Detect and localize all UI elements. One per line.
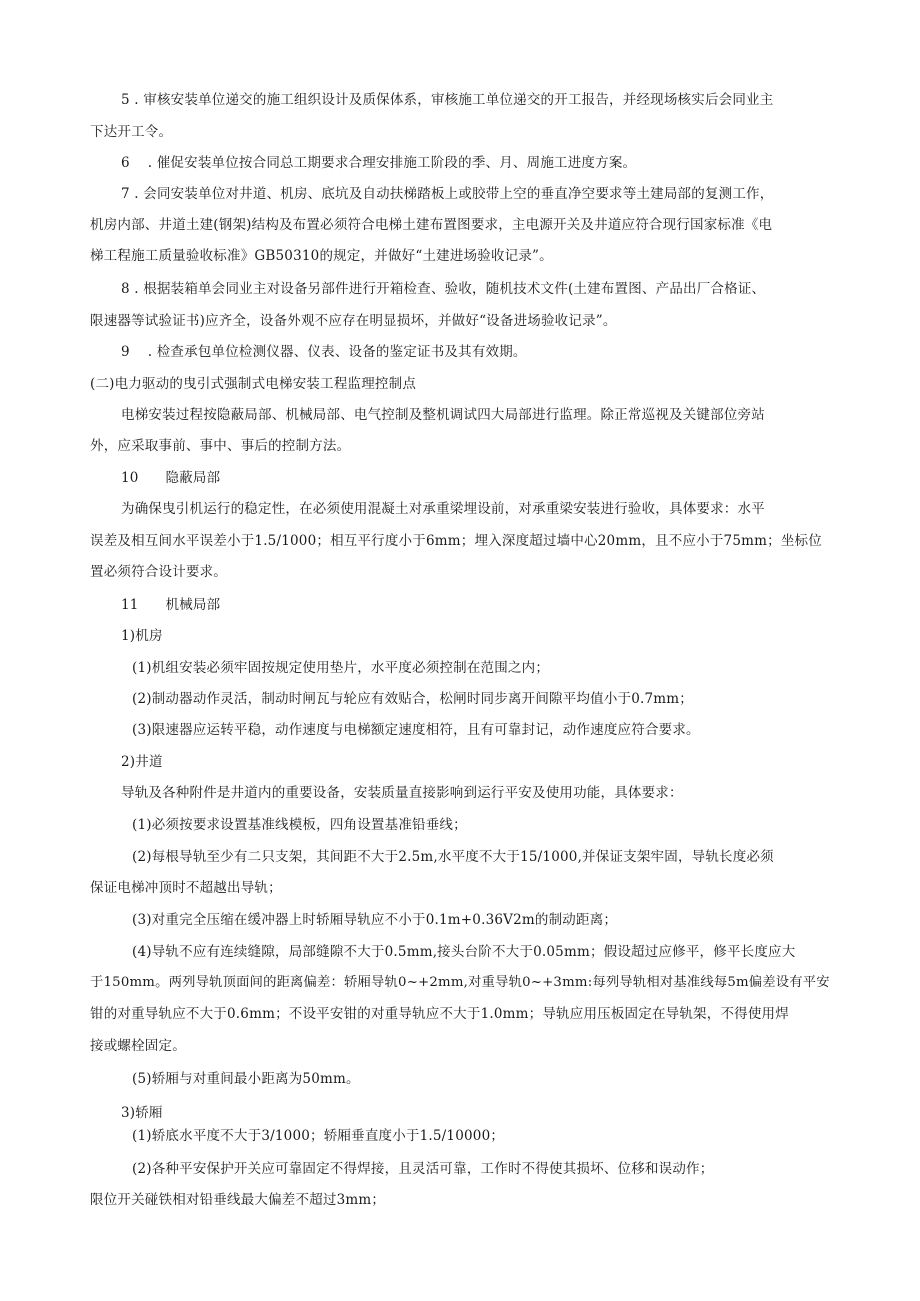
shaft-item-3: (3)对重完全压缩在缓冲器上时轿厢导轨应不小于0.1m+0.36V2m的制动距离；	[132, 912, 618, 928]
paragraph-8-line-2: 限速器等试验证书)应齐全，设备外观不应存在明显损坏，并做好“设备进场验收记录”。	[90, 313, 617, 329]
shaft-intro: 导轨及各种附件是井道内的重要设备，安装质量直接影响到运行平安及使用功能，具体要求：	[121, 785, 683, 801]
paragraph-7-line-1: 7 . 会同安装单位对井道、机房、底坑及自动扶梯踏板上或胶带上空的垂直净空要求等土建局部的复测工作，	[121, 186, 774, 202]
shaft-item-5: (5)轿厢与对重间最小距离为50mm。	[132, 1071, 360, 1087]
machine-room-item-3: (3)限速器应运转平稳，动作速度与电梯额定速度相符，且有可靠封记，动作速度应符合要求。	[132, 722, 700, 738]
heading-10: 10 隐蔽局部	[121, 470, 221, 486]
shaft-item-2-line-1: (2)每根导轨至少有二只支架，其间距不大于2.5m,水平度不大于15/1000,并保证支架牢固，导轨长度必须	[132, 849, 774, 865]
heading-10-line-2: 误差及相互间水平误差小于1.5/1000；相互平行度小于6mm；埋入深度超过墙中心20mm，且不应小于75mm；坐标位	[90, 533, 822, 549]
paragraph-7-line-2: 机房内部、井道土建(钢架)结构及布置必须符合电梯土建布置图要求，主电源开关及井道应符合现行国家标准《电	[90, 217, 773, 233]
paragraph-8-line-1: 8 . 根据装箱单会同业主对设备另部件进行开箱检查、验收，随机技术文件(土建布置图、产品出厂合格证、	[121, 281, 766, 297]
intro-line-2: 外，应采取事前、事中、事后的控制方法。	[90, 438, 351, 454]
paragraph-7-line-3: 梯工程施工质量验收标准》GB50310的规定，并做好“土建进场验收记录”。	[90, 248, 553, 264]
heading-10-line-1: 为确保曳引机运行的稳定性，在必须使用混凝土对承重梁埋设前，对承重梁安装进行验收，具体要求：水平	[121, 501, 765, 517]
car-item-2: (2)各种平安保护开关应可靠固定不得焊接，且灵活可靠，工作时不得使其损坏、位移和误动作；	[132, 1161, 714, 1177]
machine-room-item-1: (1)机组安装必须牢固按规定使用垫片，水平度必须控制在范围之内；	[132, 660, 550, 676]
intro-line-1: 电梯安装过程按隐蔽局部、机械局部、电气控制及整机调试四大局部进行监理。除正常巡视及关键部位旁站	[121, 407, 765, 423]
shaft-item-4-line-1: (4)导轨不应有连续缝隙，局部缝隙不大于0.5mm,接头台阶不大于0.05mm；假设超过应修平，修平长度应大	[132, 944, 796, 960]
shaft-item-2-line-2: 保证电梯冲顶时不超越出导轨；	[90, 880, 282, 896]
shaft-item-4-line-2: 于150mm。两列导轨顶面间的距离偏差：轿厢导轨0~+2mm,对重导轨0~+3mm:每列导轨相对基准线每5m偏差设有平安	[90, 975, 830, 990]
section-2-title: (二)电力驱动的曳引式强制式电梯安装工程监理控制点	[90, 376, 417, 392]
paragraph-5-line-1: 5 . 审核安装单位递交的施工组织设计及质保体系，审核施工单位递交的开工报告，并经现场核实后会同业主	[121, 92, 774, 108]
subsection-car: 3)轿厢	[121, 1105, 163, 1121]
machine-room-item-2: (2)制动器动作灵活，制动时闸瓦与轮应有效贴合，松闸时同步离开间隙平均值小于0.7mm；	[132, 691, 693, 707]
subsection-shaft: 2)井道	[121, 754, 163, 770]
heading-11: 11 机械局部	[121, 597, 221, 613]
car-item-1: (1)轿底水平度不大于3/1000；轿厢垂直度小于1.5/10000；	[132, 1128, 505, 1144]
shaft-item-4-line-4: 接或螺栓固定。	[90, 1038, 186, 1054]
car-item-3: 限位开关碰铁相对铅垂线最大偏差不超过3mm；	[90, 1192, 386, 1208]
paragraph-5-line-2: 下达开工令。	[90, 124, 173, 140]
paragraph-9: 9 . 检查承包单位检测仪器、仪表、设备的鉴定证书及其有效期。	[121, 344, 527, 360]
shaft-item-4-line-3: 钳的对重导轨应不大于0.6mm；不设平安钳的对重导轨应不大于1.0mm；导轨应用压板固定在导轨架，不得使用焊	[90, 1006, 789, 1022]
heading-10-line-3: 置必须符合设计要求。	[90, 564, 227, 580]
shaft-item-1: (1)必须按要求设置基准线模板，四角设置基准铅垂线；	[132, 817, 467, 833]
paragraph-6: 6 . 催促安装单位按合同总工期要求合理安排施工阶段的季、月、周施工进度方案。	[121, 155, 637, 171]
subsection-machine-room: 1)机房	[121, 628, 163, 644]
